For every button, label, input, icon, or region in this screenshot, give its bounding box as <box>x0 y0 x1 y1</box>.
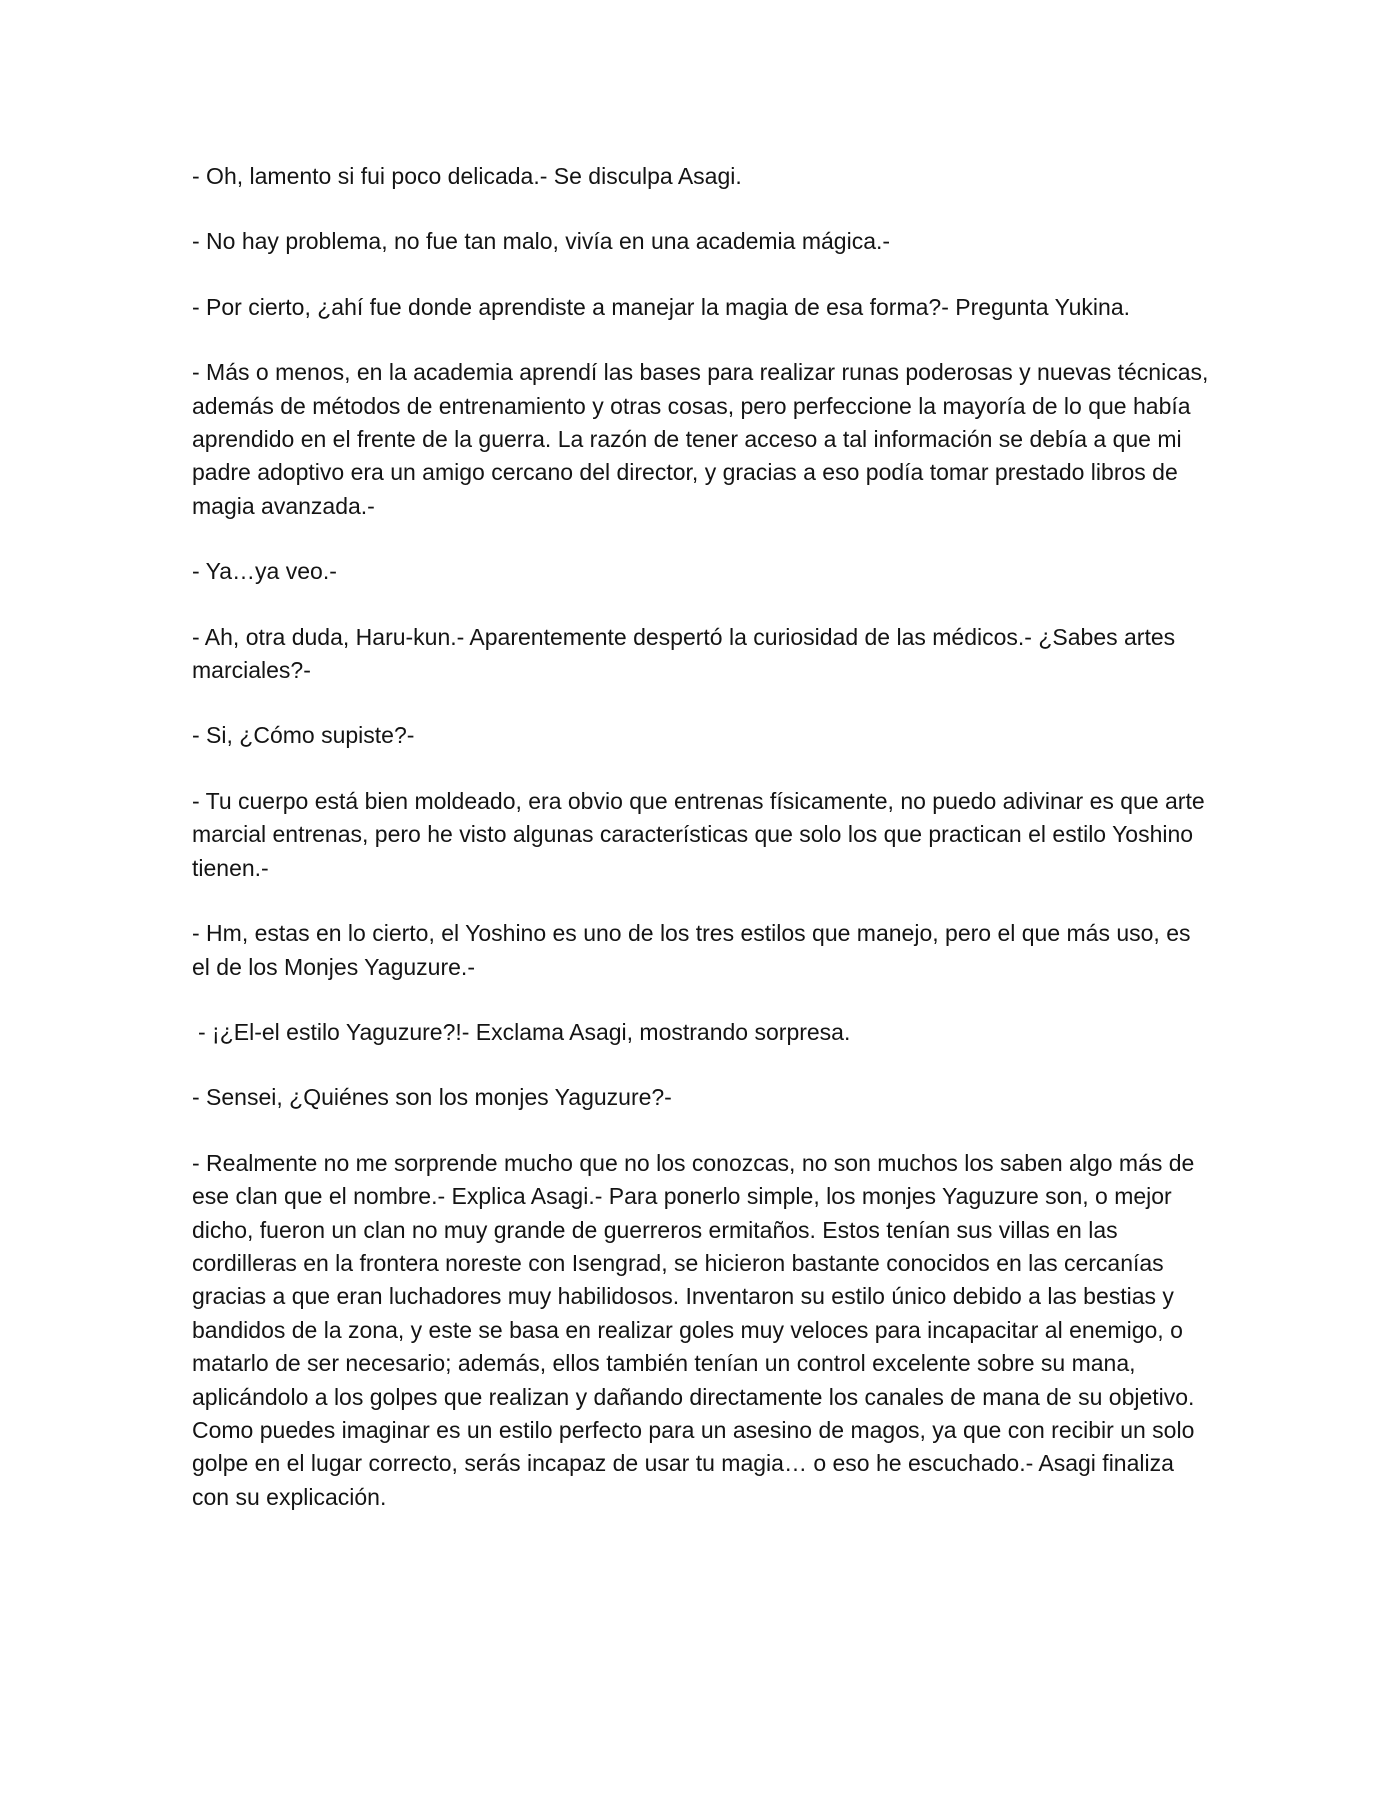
paragraph-9: - Hm, estas en lo cierto, el Yoshino es uno de los tres estilos que manejo, pero el que más uso, es el de los Monjes Yaguzure.- <box>192 920 1191 980</box>
paragraph-5: - Ya…ya veo.- <box>192 558 337 585</box>
document-body <box>192 160 1212 1546</box>
paragraph-1: - Oh, lamento si fui poco delicada.- Se disculpa Asagi. <box>192 163 742 189</box>
paragraph-3: - Por cierto, ¿ahí fue donde aprendiste a manejar la magia de esa forma?- Pregunta Yukina. <box>192 293 1131 320</box>
paragraph-2: - No hay problema, no fue tan malo, vivía en una academia mágica.- <box>192 228 891 255</box>
paragraph-12: - Realmente no me sorprende mucho que no los conozcas, no son muchos los saben algo más de ese clan que el nombre.- Explica Asagi.- Para ponerlo simple, los monjes Yaguzure son, o mejor dicho, fueron un clan no muy grande de guerreros ermitaños. Estos tenían sus villas en las cordilleras en la frontera noreste con Isengrad, se hicieron bastante conocidos en las cercanías gracias a que eran luchadores muy habilidosos. Inventaron su estilo único debido a las bestias y bandidos de la zona, y este se basa en realizar goles muy veloces para incapacitar al enemigo, o matarlo de ser necesario; además, ellos también tenían un control excelente sobre su mana, aplicándolo a los golpes que realizan y dañando directamente los canales de mana de su objetivo. Como puedes imaginar es un estilo perfecto para un asesino de magos, ya que con recibir un solo golpe en el lugar correcto, serás incapaz de usar tu magia… o eso he escuchado.- Asagi finaliza con su explicación. <box>192 1149 1195 1510</box>
paragraph-4: - Más o menos, en la academia aprendí las bases para realizar runas poderosas y nuevas técnicas, además de métodos de entrenamiento y otras cosas, pero perfeccione la mayoría de lo que había aprendido en el frente de la guerra. La razón de tener acceso a tal información se debía a que mi padre adoptivo era un amigo cercano del director, y gracias a eso podía tomar prestado libros de magia avanzada.- <box>192 359 1209 519</box>
paragraph-7: - Si, ¿Cómo supiste?- <box>192 722 415 749</box>
paragraph-10: - ¡¿El-el estilo Yaguzure?!- Exclama Asagi, mostrando sorpresa. <box>198 1018 851 1045</box>
paragraph-8: - Tu cuerpo está bien moldeado, era obvio que entrenas físicamente, no puedo adivinar es que arte marcial entrenas, pero he visto algunas características que solo los que practican el estilo Yoshino tienen.- <box>192 787 1205 881</box>
paragraph-11: - Sensei, ¿Quiénes son los monjes Yaguzure?- <box>192 1084 672 1111</box>
paragraph-6: - Ah, otra duda, Haru-kun.- Aparentemente despertó la curiosidad de las médicos.- ¿Sabes artes marciales?- <box>192 623 1176 684</box>
